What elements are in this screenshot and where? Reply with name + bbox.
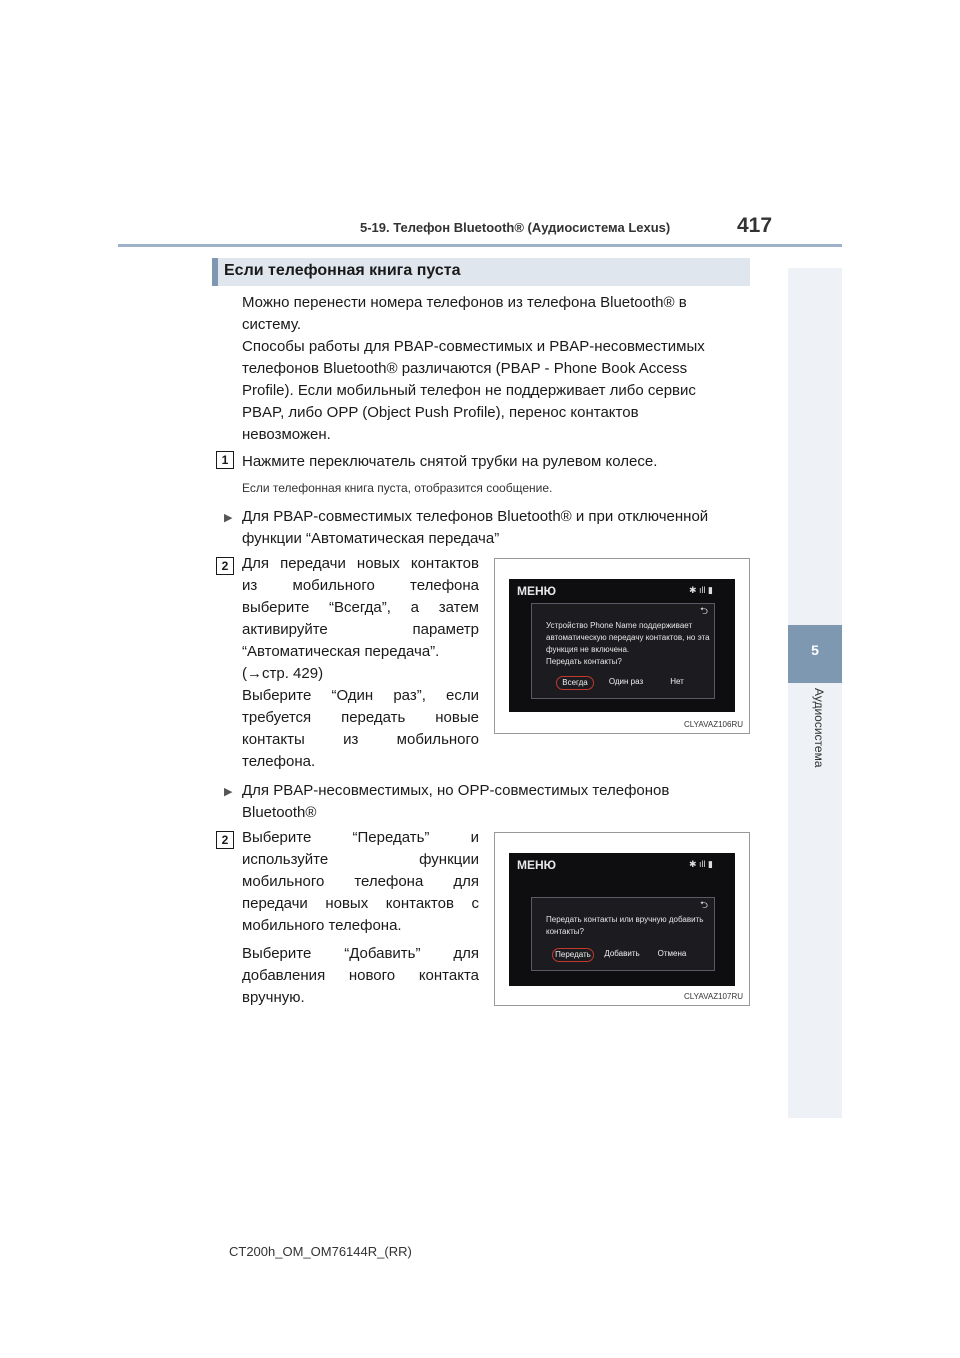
always-button[interactable]: Всегда <box>556 676 594 690</box>
case-pbap-instruction-line: “Автоматическая передача”. <box>242 643 440 660</box>
section-title: Если телефонная книга пуста <box>224 262 461 279</box>
screenshot-frame <box>494 832 750 1006</box>
intro-line: Profile). Если мобильный телефон не поддерживает либо сервис <box>242 382 696 399</box>
intro-line: Способы работы для PBAP-совместимых и PBAP-несовместимых <box>242 338 705 355</box>
dialog-message-line: автоматическую передачу контактов, но эта <box>546 633 710 642</box>
case-pbap-instruction-line: активируйте параметр <box>242 621 479 638</box>
intro-line: Можно перенести номера телефонов из телефона Bluetooth® в <box>242 294 687 311</box>
intro-line: телефонов Bluetooth® различаются (PBAP - Phone Book Access <box>242 360 688 377</box>
case-opp-instruction-line: мобильного телефона для <box>242 873 479 890</box>
case-pbap-instruction-line: выберите “Всегда”, а затем <box>242 599 479 616</box>
case-opp-instruction-line: добавления нового контакта <box>242 967 479 984</box>
dialog-message-line: Передать контакты или вручную добавить <box>546 915 704 924</box>
status-icons: ✱ ıll ▮ <box>689 585 713 595</box>
no-button[interactable]: Нет <box>670 677 684 686</box>
case-pbap-instruction-line: из мобильного телефона <box>242 577 479 594</box>
chapter-title: 5-19. Телефон Bluetooth® (Аудиосистема Lexus) <box>360 220 671 235</box>
case-opp-line: Bluetooth® <box>242 804 317 821</box>
display-screen <box>509 853 735 986</box>
menu-label: МЕНЮ <box>517 858 557 872</box>
document-code: CT200h_OM_OM76144R_(RR) <box>229 1244 412 1259</box>
back-icon[interactable]: ⮌ <box>699 900 708 911</box>
dialog-message-line: контакты? <box>546 927 584 936</box>
case-pbap-instruction-line: (→стр. 429) <box>242 665 324 682</box>
cancel-button[interactable]: Отмена <box>657 949 687 958</box>
bullet-triangle-icon: ▶ <box>224 512 233 524</box>
screenshot-frame <box>494 558 750 734</box>
dialog-box <box>531 603 715 699</box>
figure-code: CLYAVAZ106RU <box>684 720 743 729</box>
step-number-2: 2 <box>216 831 234 849</box>
case-opp-instruction-line: мобильного телефона. <box>242 917 402 934</box>
case-pbap-instruction-line: Выберите “Один раз”, если <box>242 687 479 704</box>
bullet-triangle-icon: ▶ <box>224 786 233 798</box>
back-icon[interactable]: ⮌ <box>699 606 708 617</box>
add-button[interactable]: Добавить <box>604 949 640 958</box>
case-opp-instruction-line: Выберите “Передать” и <box>242 829 479 846</box>
step1-note: Если телефонная книга пуста, отобразится сообщение. <box>242 481 553 495</box>
case-pbap-line: функции “Автоматическая передача” <box>242 530 500 547</box>
display-screen <box>509 579 735 712</box>
case-pbap-instruction-line: Для передачи новых контактов <box>242 555 479 572</box>
case-opp-instruction-line: Выберите “Добавить” для <box>242 945 479 962</box>
case-pbap-instruction-line: телефона. <box>242 753 316 770</box>
dialog-box <box>531 897 715 971</box>
dialog-message-line: Устройство Phone Name поддерживает <box>546 621 693 630</box>
dialog-message-line: Передать контакты? <box>546 657 622 666</box>
figure-code: CLYAVAZ107RU <box>684 992 743 1001</box>
chapter-tab-number: 5 <box>788 625 842 683</box>
menu-label: МЕНЮ <box>517 584 557 598</box>
step1-text: Нажмите переключатель снятой трубки на рулевом колесе. <box>242 453 658 470</box>
dialog-message-line: функция не включена. <box>546 645 630 654</box>
case-pbap-instruction-line: требуется передать новые <box>242 709 479 726</box>
status-icons: ✱ ıll ▮ <box>689 859 713 869</box>
case-opp-instruction-line: используйте функции <box>242 851 479 868</box>
step-number-1: 1 <box>216 451 234 469</box>
page-number: 417 <box>737 214 773 237</box>
chapter-tab-label: Аудиосистема <box>812 688 826 768</box>
intro-line: PBAP, либо OPP (Object Push Profile), перенос контактов <box>242 404 639 421</box>
case-opp-instruction-line: передачи новых контактов с <box>242 895 479 912</box>
header-rule <box>118 244 842 247</box>
case-opp-instruction-line: вручную. <box>242 989 305 1006</box>
case-pbap-instruction-line: контакты из мобильного <box>242 731 479 748</box>
transfer-button[interactable]: Передать <box>552 948 594 962</box>
once-button[interactable]: Один раз <box>608 677 644 686</box>
step-number-2: 2 <box>216 557 234 575</box>
case-opp-line: Для PBAP-несовместимых, но OPP-совместимых телефонов <box>242 782 670 799</box>
intro-line: систему. <box>242 316 302 333</box>
intro-line: невозможен. <box>242 426 331 443</box>
case-pbap-line: Для PBAP-совместимых телефонов Bluetooth® и при отключенной <box>242 508 709 525</box>
